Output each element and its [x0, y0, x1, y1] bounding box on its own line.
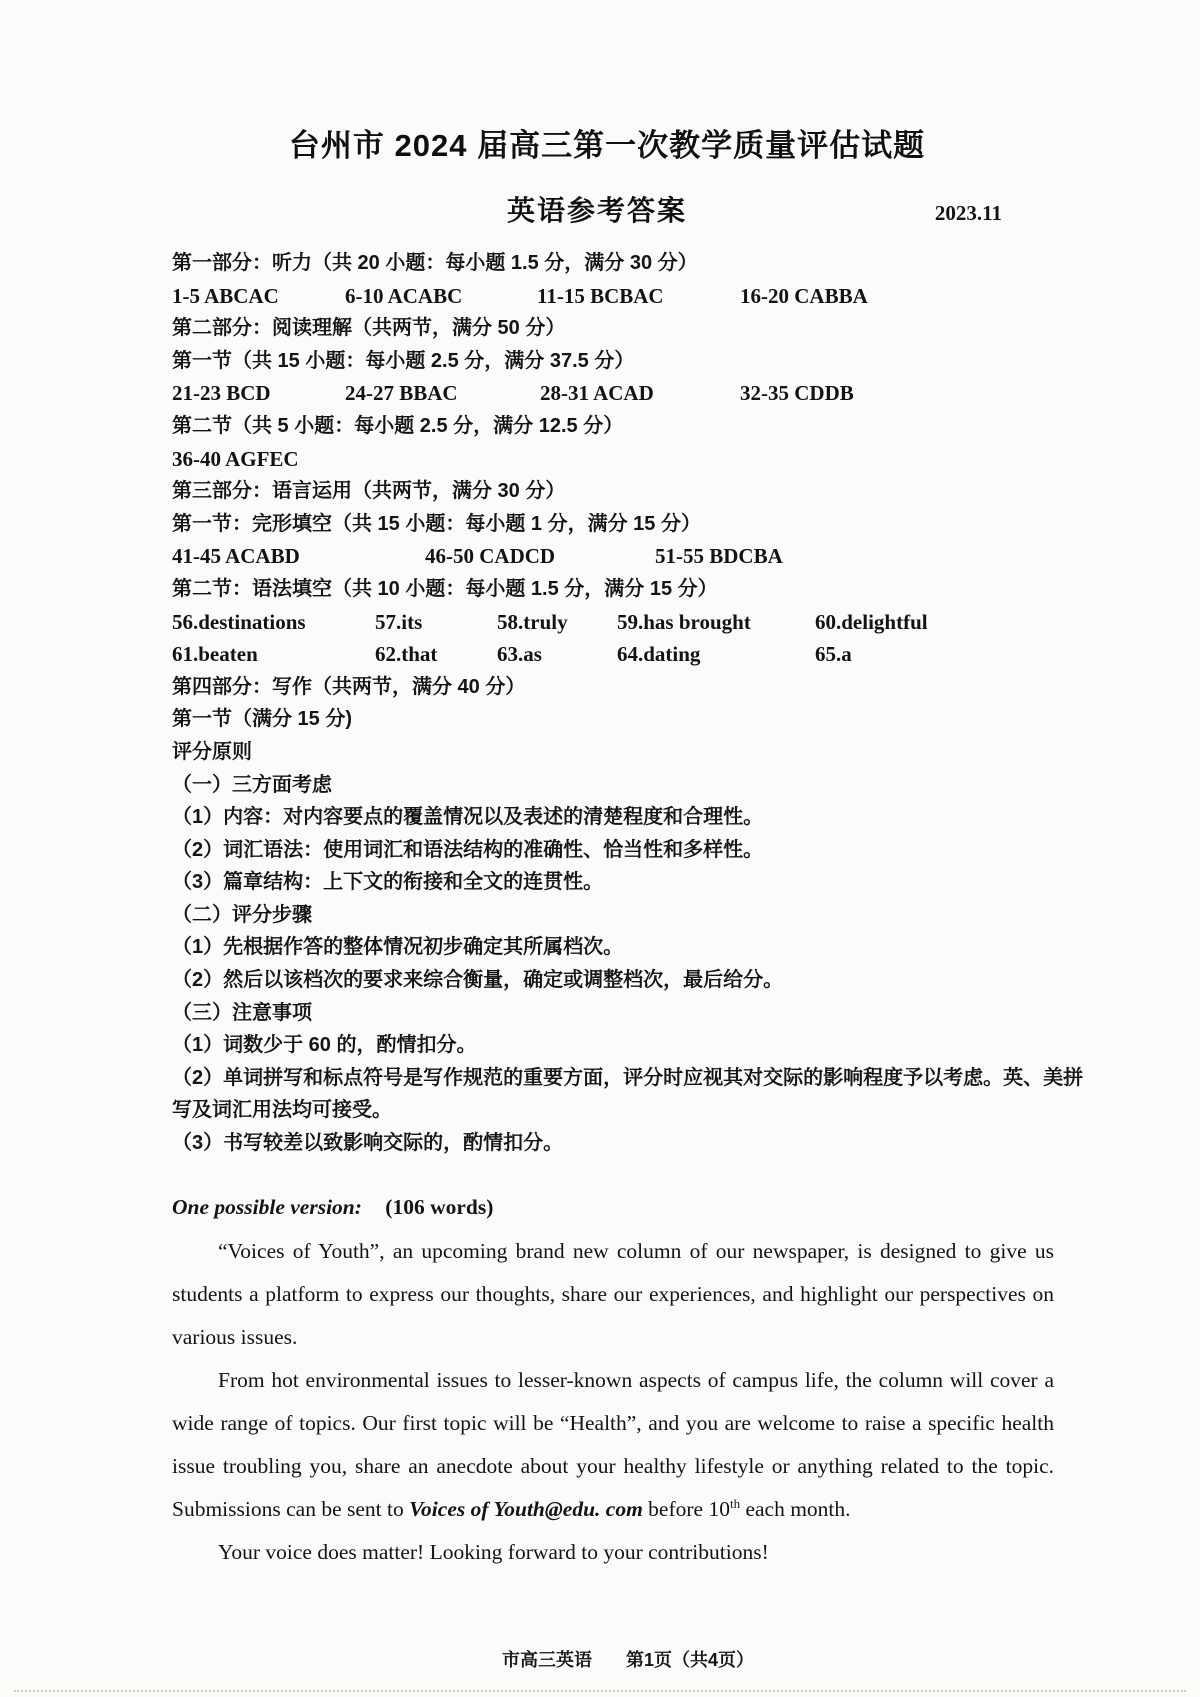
answer-cell: 32-35 CDDB [740, 381, 854, 406]
answer-row-reading2 [172, 443, 1084, 476]
section-heading-cloze: 第一节：完形填空（共 15 小题：每小题 1 分，满分 15 分） [172, 512, 701, 535]
answer-cell: 6-10 ACABC [345, 283, 463, 308]
scoring-line: （2）然后以该档次的要求来综合衡量，确定或调整档次，最后给分。 [172, 969, 784, 992]
answer-key-body [172, 247, 1084, 1160]
scan-artifact-line [14, 1690, 1186, 1692]
page-footer [172, 1646, 1084, 1672]
essay-label-row [172, 1190, 1054, 1224]
page-subtitle: 英语参考答案 [506, 195, 687, 226]
scoring-line: （三）注意事项 [172, 1001, 312, 1024]
scoring-principles-title: 评分原则 [172, 740, 252, 763]
footer-page-number: 第1页（共4页） [625, 1649, 755, 1670]
section-heading-grammar: 第二节：语法填空（共 10 小题：每小题 1.5 分，满分 15 分） [172, 577, 718, 600]
answer-cell: 58.truly [497, 609, 568, 634]
essay-paragraph-2-text: before 10 [642, 1496, 730, 1521]
sample-essay [172, 1190, 1054, 1574]
answer-cell: 24-27 BBAC [345, 381, 458, 406]
section-heading-writing-s1: 第一节（满分 15 分) [172, 708, 353, 731]
answer-cell: 41-45 ACABD [172, 544, 300, 569]
answer-cell: 46-50 CADCD [425, 544, 556, 569]
answer-cell: 28-31 ACAD [540, 381, 654, 406]
answer-cell: 11-15 BCBAC [537, 283, 664, 308]
essay-paragraph-2-text: From hot environmental issues to lesser-known aspects of campus life, the column will cover a wide range of topics. Our first topic will be “Health”, and you are welcome to raise a specific health issue troubling you, share an anecdote about your healthy lifestyle or anything related to the topic. Submissions can be sent to [172, 1367, 1054, 1521]
essay-paragraph-1: “Voices of Youth”, an upcoming brand new column of our newspaper, is designed to give us students a platform to express our thoughts, share our experiences, and highlight our perspectives on various issues. [172, 1238, 1054, 1349]
answer-row-cloze [172, 540, 1084, 573]
answer-cell: 64.dating [617, 642, 701, 667]
answer-cell: 57.its [375, 609, 423, 634]
answer-row-grammar2 [172, 638, 1084, 671]
section-heading-part4: 第四部分：写作（共两节，满分 40 分） [172, 675, 526, 698]
answer-cell: 16-20 CABBA [740, 283, 868, 308]
answer-row-listening [172, 280, 1084, 313]
answer-cell: 36-40 AGFEC [172, 446, 299, 471]
essay-paragraph-2 [172, 1359, 1054, 1531]
scoring-line: （1）内容：对内容要点的覆盖情况以及表述的清楚程度和合理性。 [172, 806, 764, 829]
answer-cell: 61.beaten [172, 642, 258, 667]
answer-cell: 51-55 BDCBA [655, 544, 783, 569]
footer-doc-label: 市高三英语 [501, 1649, 592, 1670]
section-heading-part1: 第一部分：听力（共 20 小题：每小题 1.5 分，满分 30 分） [172, 252, 698, 274]
scoring-line: （1）词数少于 60 的，酌情扣分。 [172, 1034, 477, 1057]
answer-row-reading1 [172, 377, 1084, 410]
scoring-line: （2）词汇语法：使用词汇和语法结构的准确性、恰当性和多样性。 [172, 838, 764, 861]
answer-cell: 65.a [815, 642, 852, 667]
essay-paragraph-2-text: each month. [740, 1496, 851, 1521]
date-label: 2023.11 [934, 201, 1002, 225]
scoring-line: （3）篇章结构：上下文的衔接和全文的连贯性。 [172, 871, 604, 894]
essay-version-label: One possible version: [172, 1194, 362, 1219]
ordinal-suffix: th [729, 1495, 741, 1511]
subtitle-row [172, 189, 1082, 231]
answer-cell: 63.as [497, 642, 542, 667]
essay-closing-line: Your voice does matter! Looking forward to your contributions! [218, 1539, 769, 1564]
section-heading-part3: 第三部分：语言运用（共两节，满分 30 分） [172, 480, 566, 503]
essay-word-count: (106 words) [385, 1194, 494, 1219]
answer-cell: 56.destinations [172, 609, 306, 634]
section-heading-reading-s2: 第二节（共 5 小题：每小题 2.5 分，满分 12.5 分） [172, 414, 624, 437]
scoring-line: （3）书写较差以致影响交际的，酌情扣分。 [172, 1132, 564, 1155]
scoring-line: （1）先根据作答的整体情况初步确定其所属档次。 [172, 936, 624, 959]
answer-cell: 59.has brought [617, 609, 751, 634]
scoring-line: （二）评分步骤 [172, 903, 312, 926]
scoring-line: （2）单词拼写和标点符号是写作规范的重要方面，评分时应视其对交际的影响程度予以考虑。英、美拼写及词汇用法均可接受。 [172, 1066, 1084, 1122]
answer-row-grammar1 [172, 606, 1084, 639]
essay-email-address: Voices of Youth@edu. com [409, 1496, 643, 1521]
section-heading-part2: 第二部分：阅读理解（共两节，满分 50 分） [172, 317, 566, 340]
scoring-line: （一）三方面考虑 [172, 773, 332, 796]
page-title: 台州市 2024 届高三第一次教学质量评估试题 [288, 128, 926, 163]
answer-cell: 21-23 BCD [172, 381, 271, 406]
answer-cell: 1-5 ABCAC [172, 283, 279, 308]
answer-cell: 60.delightful [815, 609, 928, 634]
answer-cell: 62.that [375, 642, 438, 667]
section-heading-reading-s1: 第一节（共 15 小题：每小题 2.5 分，满分 37.5 分） [172, 349, 635, 372]
